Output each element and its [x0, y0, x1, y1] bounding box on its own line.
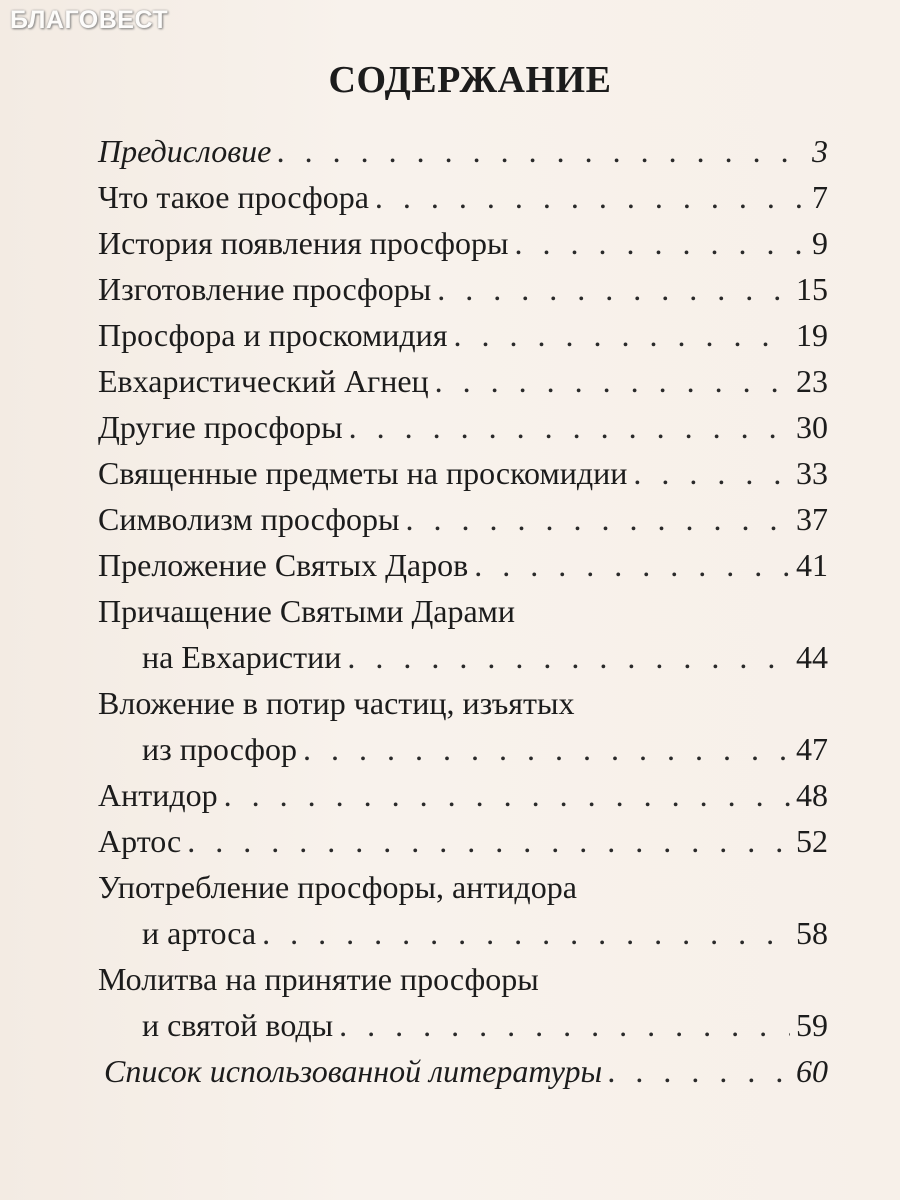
toc-entry [98, 220, 828, 266]
table-of-contents [98, 128, 828, 1094]
leader-dots [608, 1048, 790, 1094]
toc-page-number: 58 [796, 915, 828, 951]
toc-entry [98, 680, 828, 772]
toc-entry [98, 956, 828, 1048]
toc-page-number: 37 [796, 501, 828, 537]
toc-entry-title: и артоса [142, 915, 257, 951]
toc-entry-title: Символизм просфоры [98, 501, 400, 537]
toc-entry-title: Список использованной литературы [104, 1053, 603, 1089]
toc-page-number: 33 [796, 455, 828, 491]
leader-dots [303, 726, 790, 772]
toc-entry [98, 174, 828, 220]
toc-entry-title-line1: Причащение Святыми Дарами [98, 593, 516, 629]
toc-entry-title: на Евхаристии [142, 639, 342, 675]
page-title: СОДЕРЖАНИЕ [328, 59, 612, 101]
leader-dots [633, 450, 790, 496]
toc-page-number: 23 [796, 363, 828, 399]
toc-entry-title: Предисловие [98, 133, 272, 169]
watermark-logo: БЛАГОВЕСТ [10, 6, 169, 34]
toc-entry [98, 588, 828, 680]
toc-entry-title: Изготовление просфоры [98, 271, 432, 307]
toc-entry [98, 864, 828, 956]
leader-dots [262, 910, 790, 956]
leader-dots [224, 772, 790, 818]
leader-dots [347, 634, 790, 680]
toc-page-number: 7 [812, 179, 828, 215]
leader-dots [435, 358, 790, 404]
toc-entry-title: Преложение Святых Даров [98, 547, 469, 583]
leader-dots [515, 220, 806, 266]
toc-entry-title: Просфора и проскомидия [98, 317, 448, 353]
toc-page-number: 48 [796, 777, 828, 813]
toc-entry [98, 404, 828, 450]
leader-dots [474, 542, 790, 588]
toc-page-number: 47 [796, 731, 828, 767]
toc-entry-title: Другие просфоры [98, 409, 343, 445]
toc-entry-title-line1: Употребление просфоры, антидора [98, 869, 577, 905]
toc-entry [98, 818, 828, 864]
toc-entry-title: История появления просфоры [98, 225, 509, 261]
toc-page-number: 60 [796, 1053, 828, 1089]
leader-dots [339, 1002, 790, 1048]
toc-entry-title: Артос [98, 823, 182, 859]
toc-entry-title: Антидор [98, 777, 218, 813]
toc-entry [98, 266, 828, 312]
leader-dots [405, 496, 790, 542]
leader-dots [349, 404, 790, 450]
toc-page-number: 19 [796, 317, 828, 353]
leader-dots [375, 174, 806, 220]
toc-page-number: 9 [812, 225, 828, 261]
toc-page-number: 44 [796, 639, 828, 675]
toc-page-number: 3 [812, 133, 828, 169]
toc-entry-title: Священные предметы на проскомидии [98, 455, 628, 491]
toc-page-number: 41 [796, 547, 828, 583]
toc-page-number: 52 [796, 823, 828, 859]
toc-entry [98, 772, 828, 818]
toc-entry [98, 542, 828, 588]
toc-entry-title: из просфор [142, 731, 298, 767]
leader-dots [187, 818, 790, 864]
toc-entry-title-line1: Вложение в потир частиц, изъятых [98, 685, 575, 721]
toc-entry [98, 312, 828, 358]
toc-entry-title: Что такое просфора [98, 179, 369, 215]
leader-dots [437, 266, 790, 312]
toc-entry-title: Евхаристический Агнец [98, 363, 429, 399]
leader-dots [454, 312, 791, 358]
toc-entry-title: и святой воды [142, 1007, 334, 1043]
toc-entry [98, 496, 828, 542]
toc-entry [98, 450, 828, 496]
toc-page-number: 59 [796, 1007, 828, 1043]
toc-entry [98, 1048, 828, 1094]
toc-page-number: 15 [796, 271, 828, 307]
toc-entry-title-line1: Молитва на принятие просфоры [98, 961, 539, 997]
leader-dots [277, 128, 806, 174]
toc-entry [98, 358, 828, 404]
toc-entry [98, 128, 828, 174]
toc-page-number: 30 [796, 409, 828, 445]
